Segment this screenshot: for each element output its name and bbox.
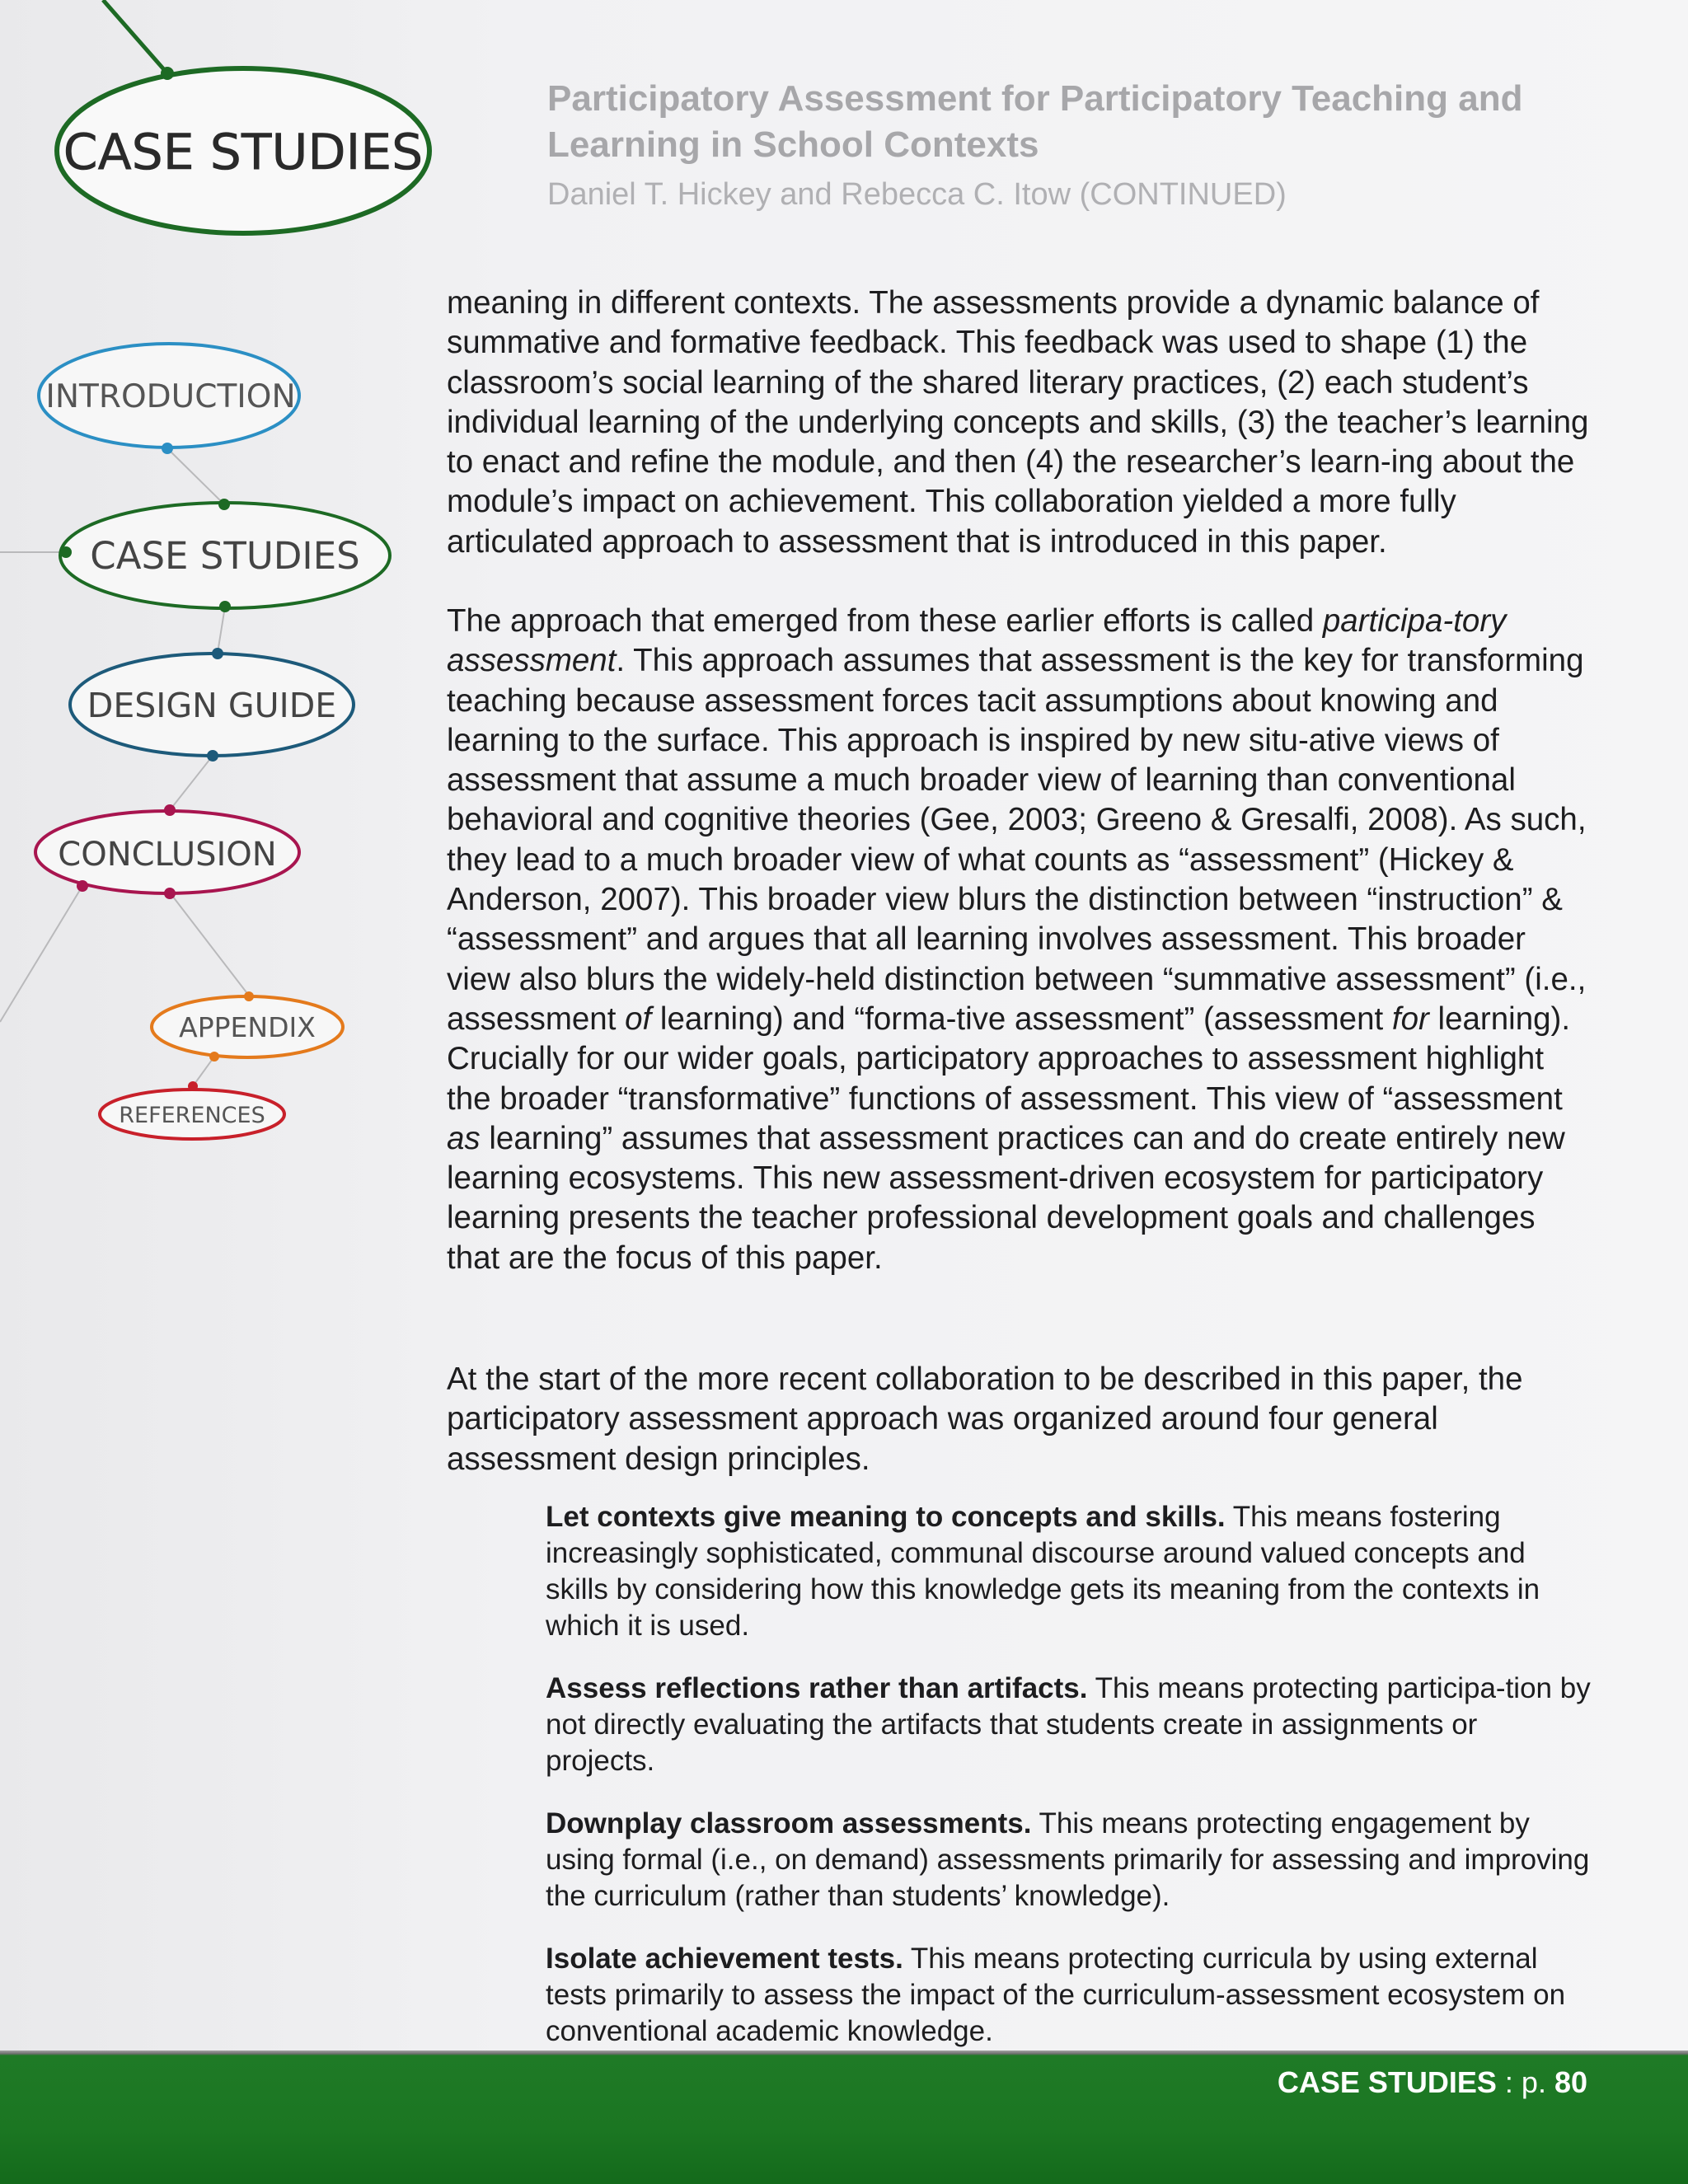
principle-item: [546, 1941, 1592, 2050]
p2-emphasis-of: of: [625, 1001, 652, 1037]
principle-title: Isolate achievement tests.: [546, 1943, 903, 1975]
section-navigation: [0, 0, 462, 1170]
page-number: 80: [1554, 2065, 1587, 2099]
principle-text: This means protecting participa-tion by not directly evaluating the artifacts that students create in assignments or projects.: [546, 1672, 1591, 1777]
nav-item-design-guide[interactable]: [70, 648, 354, 762]
nav-top-case-studies[interactable]: [57, 67, 429, 233]
nav-item-appendix[interactable]: [152, 991, 343, 1062]
svg-text:DESIGN GUIDE: DESIGN GUIDE: [87, 686, 337, 725]
p2-emphasis-as: as: [447, 1120, 481, 1156]
nav-item-conclusion[interactable]: [35, 804, 299, 899]
svg-text:INTRODUCTION: INTRODUCTION: [45, 378, 296, 415]
p2-text: learning). Crucially for our wider goals, participatory approaches to assessment highlight the broader “transformative” functions of assessment. This view of “assessment: [447, 1001, 1571, 1117]
principle-title: Assess reflections rather than artifacts.: [546, 1672, 1088, 1704]
principle-title: Let contexts give meaning to concepts and skills.: [546, 1501, 1226, 1533]
principle-text: This means protecting curricula by using external tests primarily to assess the impact of the curriculum-assessment ecosystem on conventional academic knowledge.: [546, 1943, 1566, 2047]
p2-text: . This approach assumes that assessment is the key for transforming teaching because assessment forces tacit assumptions about knowing and learning to the surface. This approach is inspired by new situ-ative views of assessment that assume a much broader view of learning than conventional behavioral and cognitive theories (Gee, 2003; Greeno & Gresalfi, 2008). As such, they lead to a much broader view of what counts as “assessment” (Hickey & Anderson, 2007). This broader view blurs the distinction between “instruction” & “assessment” and argues that all learning involves assessment. This broader view also blurs the widely-held distinction between “summative assessment” (i.e., assessment: [447, 643, 1587, 1037]
nav-item-introduction[interactable]: [39, 344, 299, 454]
principle-title: Downplay classroom assessments.: [546, 1807, 1032, 1840]
body-paragraph-1: meaning in different contexts. The assessments provide a dynamic balance of summative and formative feedback. This feedback was used to shape (1) the classroom’s social learning of the shared literary practices, (2) each student’s individual learning of the underlying concepts and skills, (3) the teacher’s learning to enact and refine the module, and then (4) the researcher’s learn-ing about the module’s impact on achievement. This collaboration yielded a more fully articulated approach to assessment that is introduced in this paper.: [447, 285, 1589, 560]
svg-text:CASE STUDIES: CASE STUDIES: [90, 534, 360, 578]
svg-text:APPENDIX: APPENDIX: [179, 1011, 316, 1043]
body-paragraph-2: [447, 602, 1592, 1278]
principle-item: [546, 1499, 1592, 1644]
paper-authors: Daniel T. Hickey and Rebecca C. Itow (CONTINUED): [547, 177, 1287, 212]
footer-separator: : p.: [1496, 2065, 1554, 2099]
nav-item-references[interactable]: [100, 1081, 284, 1139]
principle-text: This means fostering increasingly sophisticated, communal discourse around valued concepts and skills by considering how this knowledge gets its meaning from the contexts in which it is used.: [546, 1501, 1540, 1642]
nav-item-case-studies[interactable]: [60, 499, 390, 612]
p2-text: The approach that emerged from these earlier efforts is called: [447, 603, 1323, 639]
svg-text:REFERENCES: REFERENCES: [119, 1103, 265, 1128]
body-paragraph-3: At the start of the more recent collaboration to be described in this paper, the participatory assessment approach was organized around four general assessment design principles.: [447, 1361, 1523, 1477]
p2-emphasis-term: participa-tory assessment: [447, 603, 1507, 679]
p2-text: learning) and “forma-tive assessment” (assessment: [651, 1001, 1392, 1037]
design-principles-list: [546, 1499, 1592, 2076]
principle-item: [546, 1806, 1592, 1915]
p2-emphasis-for: for: [1391, 1001, 1429, 1037]
nav-top-label: CASE STUDIES: [63, 124, 424, 181]
footer-section: CASE STUDIES: [1277, 2065, 1497, 2099]
principle-item: [546, 1671, 1592, 1779]
paper-title: Participatory Assessment for Participatory Teaching and Learning in School Contexts: [547, 78, 1523, 165]
svg-text:CONCLUSION: CONCLUSION: [58, 836, 277, 874]
page-footer: [1278, 2064, 1587, 2101]
principle-text: This means protecting engagement by using formal (i.e., on demand) assessments primarily for assessing and improving the curriculum (rather than students’ knowledge).: [546, 1807, 1590, 1912]
p2-text: learning” assumes that assessment practices can and do create entirely new learning ecosystems. This new assessment-driven ecosystem for participatory learning presents the teacher professional development goals and challenges that are the focus of this paper.: [447, 1120, 1565, 1276]
top-connector: [103, 0, 167, 73]
